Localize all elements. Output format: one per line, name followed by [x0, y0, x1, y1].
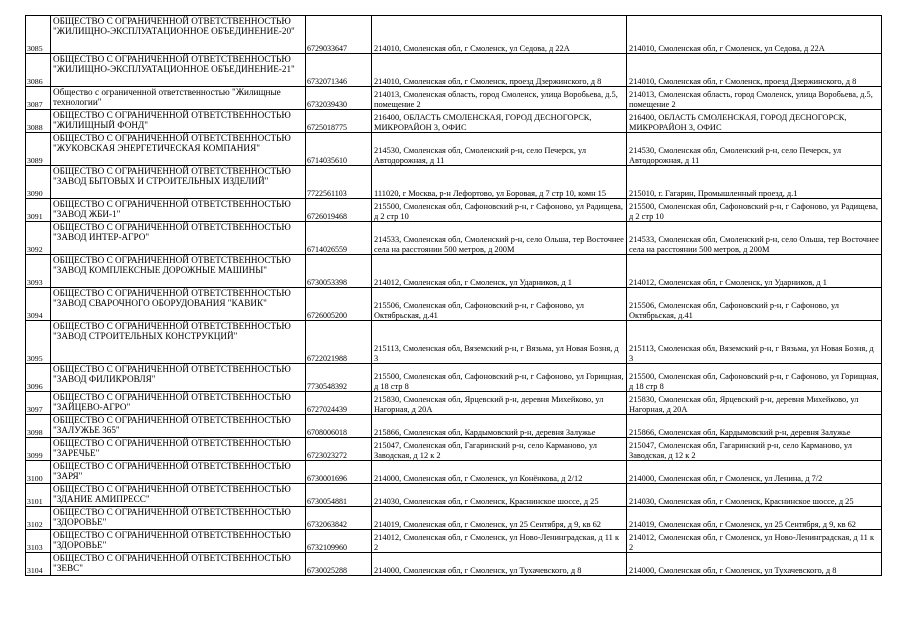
actual-address: 214010, Смоленская обл, г Смоленск, ул Седова, д 22А [627, 16, 882, 54]
registry-table [25, 15, 882, 576]
inn-cell: 6730001696 [306, 461, 372, 484]
row-number: 3097 [26, 392, 51, 415]
row-number: 3104 [26, 553, 51, 576]
actual-address: 215506, Смоленская обл, Сафоновский р-н, г Сафоново, ул Октябрьская, д.41 [627, 288, 882, 321]
organization-name: ОБЩЕСТВО С ОГРАНИЧЕННОЙ ОТВЕТСТВЕННОСТЬЮ "ЗЕВС" [51, 553, 306, 576]
table-row [26, 364, 882, 392]
actual-address: 215010, г. Гагарин, Промышленный проезд, д.1 [627, 166, 882, 199]
row-number: 3096 [26, 364, 51, 392]
inn-cell: 7730548392 [306, 364, 372, 392]
inn-cell: 6725018775 [306, 110, 372, 133]
organization-name: ОБЩЕСТВО С ОГРАНИЧЕННОЙ ОТВЕТСТВЕННОСТЬЮ "ЗДОРОВЬЕ" [51, 507, 306, 530]
organization-name: ОБЩЕСТВО С ОГРАНИЧЕННОЙ ОТВЕТСТВЕННОСТЬЮ "ЖИЛИЩНЫЙ ФОНД" [51, 110, 306, 133]
row-number: 3095 [26, 321, 51, 364]
row-number: 3087 [26, 87, 51, 110]
registry-table-body [26, 16, 882, 576]
table-row [26, 530, 882, 553]
actual-address: 214000, Смоленская обл, г Смоленск, ул Ленина, д 7/2 [627, 461, 882, 484]
row-number: 3099 [26, 438, 51, 461]
actual-address: 215830, Смоленская обл, Ярцевский р-н, деревня Михейково, ул Нагорная, д 20А [627, 392, 882, 415]
actual-address: 215047, Смоленская обл, Гагаринский р-н, село Карманово, ул Заводская, д 12 к 2 [627, 438, 882, 461]
organization-name: ОБЩЕСТВО С ОГРАНИЧЕННОЙ ОТВЕТСТВЕННОСТЬЮ "ЗАВОД ФИЛИКРОВЛЯ" [51, 364, 306, 392]
table-row [26, 553, 882, 576]
actual-address: 214030, Смоленская обл, г Смоленск, Краснинское шоссе, д 25 [627, 484, 882, 507]
inn-cell: 6732039430 [306, 87, 372, 110]
legal-address: 214030, Смоленская обл, г Смоленск, Краснинское шоссе, д 25 [372, 484, 627, 507]
actual-address: 216400, ОБЛАСТЬ СМОЛЕНСКАЯ, ГОРОД ДЕСНОГОРСК, МИКРОРАЙОН 3, ОФИС [627, 110, 882, 133]
inn-cell: 6726019468 [306, 199, 372, 222]
organization-name: ОБЩЕСТВО С ОГРАНИЧЕННОЙ ОТВЕТСТВЕННОСТЬЮ "ЗДАНИЕ АМИПРЕСС" [51, 484, 306, 507]
actual-address: 214012, Смоленская обл, г Смоленск, ул Ново-Ленинградская, д 11 к 2 [627, 530, 882, 553]
row-number: 3103 [26, 530, 51, 553]
organization-name: ОБЩЕСТВО С ОГРАНИЧЕННОЙ ОТВЕТСТВЕННОСТЬЮ "ЖУКОВСКАЯ ЭНЕРГЕТИЧЕСКАЯ КОМПАНИЯ" [51, 133, 306, 166]
row-number: 3100 [26, 461, 51, 484]
organization-name: ОБЩЕСТВО С ОГРАНИЧЕННОЙ ОТВЕТСТВЕННОСТЬЮ "ЗАРЯ" [51, 461, 306, 484]
inn-cell: 6732071346 [306, 54, 372, 87]
organization-name: ОБЩЕСТВО С ОГРАНИЧЕННОЙ ОТВЕТСТВЕННОСТЬЮ "ЗАВОД ИНТЕР-АГРО" [51, 222, 306, 255]
inn-cell: 6723023272 [306, 438, 372, 461]
table-row [26, 461, 882, 484]
organization-name: ОБЩЕСТВО С ОГРАНИЧЕННОЙ ОТВЕТСТВЕННОСТЬЮ "ЖИЛИЩНО-ЭКСПЛУАТАЦИОННОЕ ОБЪЕДИНЕНИЕ-20" [51, 16, 306, 54]
inn-cell: 6726005200 [306, 288, 372, 321]
legal-address: 215866, Смоленская обл, Кардымовский р-н, деревня Залужье [372, 415, 627, 438]
legal-address: 214012, Смоленская обл, г Смоленск, ул Ново-Ленинградская, д 11 к 2 [372, 530, 627, 553]
organization-name: ОБЩЕСТВО С ОГРАНИЧЕННОЙ ОТВЕТСТВЕННОСТЬЮ "ЗАВОД СВАРОЧНОГО ОБОРУДОВАНИЯ "КАВИК" [51, 288, 306, 321]
organization-name: ОБЩЕСТВО С ОГРАНИЧЕННОЙ ОТВЕТСТВЕННОСТЬЮ "ЗАЙЦЕВО-АГРО" [51, 392, 306, 415]
inn-cell: 6727024439 [306, 392, 372, 415]
organization-name: ОБЩЕСТВО С ОГРАНИЧЕННОЙ ОТВЕТСТВЕННОСТЬЮ "ЗАВОД КОМПЛЕКСНЫЕ ДОРОЖНЫЕ МАШИНЫ" [51, 255, 306, 288]
table-row [26, 222, 882, 255]
inn-cell: 6714035610 [306, 133, 372, 166]
legal-address: 214530, Смоленская обл, Смоленский р-н, село Печерск, ул Автодорожная, д 11 [372, 133, 627, 166]
actual-address: 215866, Смоленская обл, Кардымовский р-н, деревня Залужье [627, 415, 882, 438]
actual-address: 214019, Смоленская обл, г Смоленск, ул 25 Сентября, д 9, кв 62 [627, 507, 882, 530]
legal-address: 214010, Смоленская обл, г Смоленск, ул Седова, д 22А [372, 16, 627, 54]
table-row [26, 438, 882, 461]
legal-address: 215506, Смоленская обл, Сафоновский р-н, г Сафоново, ул Октябрьская, д.41 [372, 288, 627, 321]
legal-address: 214019, Смоленская обл, г Смоленск, ул 25 Сентября, д 9, кв 62 [372, 507, 627, 530]
row-number: 3092 [26, 222, 51, 255]
legal-address: 214012, Смоленская обл, г Смоленск, ул Ударников, д 1 [372, 255, 627, 288]
inn-cell: 7722561103 [306, 166, 372, 199]
organization-name: ОБЩЕСТВО С ОГРАНИЧЕННОЙ ОТВЕТСТВЕННОСТЬЮ "ЖИЛИЩНО-ЭКСПЛУАТАЦИОННОЕ ОБЪЕДИНЕНИЕ-21" [51, 54, 306, 87]
legal-address: 214000, Смоленская обл, г Смоленск, ул Тухачевского, д 8 [372, 553, 627, 576]
actual-address: 214000, Смоленская обл, г Смоленск, ул Тухачевского, д 8 [627, 553, 882, 576]
organization-name: ОБЩЕСТВО С ОГРАНИЧЕННОЙ ОТВЕТСТВЕННОСТЬЮ "ЗАВОД ЖБИ-1" [51, 199, 306, 222]
organization-name: ОБЩЕСТВО С ОГРАНИЧЕННОЙ ОТВЕТСТВЕННОСТЬЮ "ЗАВОД БЫТОВЫХ И СТРОИТЕЛЬНЫХ ИЗДЕЛИЙ" [51, 166, 306, 199]
actual-address: 214010, Смоленская обл, г Смоленск, проезд Дзержинского, д 8 [627, 54, 882, 87]
table-row [26, 133, 882, 166]
row-number: 3086 [26, 54, 51, 87]
inn-cell: 6722021988 [306, 321, 372, 364]
table-row [26, 484, 882, 507]
legal-address: 215500, Смоленская обл, Сафоновский р-н, г Сафоново, ул Радищева, д 2 стр 10 [372, 199, 627, 222]
inn-cell: 6729033647 [306, 16, 372, 54]
table-row [26, 255, 882, 288]
legal-address: 214010, Смоленская обл, г Смоленск, проезд Дзержинского, д 8 [372, 54, 627, 87]
legal-address: 214533, Смоленская обл, Смоленский р-н, село Ольша, тер Восточнее села на расстоянии 500 метров, д 200М [372, 222, 627, 255]
inn-cell: 6730054881 [306, 484, 372, 507]
table-row [26, 87, 882, 110]
legal-address: 111020, г Москва, р-н Лефортово, ул Боровая, д 7 стр 10, комн 15 [372, 166, 627, 199]
legal-address: 215830, Смоленская обл, Ярцевский р-н, деревня Михейково, ул Нагорная, д 20А [372, 392, 627, 415]
organization-name: Общество с ограниченной ответственностью "Жилищные технологии" [51, 87, 306, 110]
inn-cell: 6708006018 [306, 415, 372, 438]
actual-address: 214013, Смоленская область, город Смоленск, улица Воробьева, д.5, помещение 2 [627, 87, 882, 110]
inn-cell: 6730025288 [306, 553, 372, 576]
row-number: 3093 [26, 255, 51, 288]
row-number: 3094 [26, 288, 51, 321]
table-row [26, 199, 882, 222]
actual-address: 214530, Смоленская обл, Смоленский р-н, село Печерск, ул Автодорожная, д 11 [627, 133, 882, 166]
legal-address: 215113, Смоленская обл, Вяземский р-н, г Вязьма, ул Новая Бозня, д 3 [372, 321, 627, 364]
organization-name: ОБЩЕСТВО С ОГРАНИЧЕННОЙ ОТВЕТСТВЕННОСТЬЮ "ЗАЛУЖЬЕ 365" [51, 415, 306, 438]
table-row [26, 54, 882, 87]
actual-address: 215113, Смоленская обл, Вяземский р-н, г Вязьма, ул Новая Бозня, д 3 [627, 321, 882, 364]
table-row [26, 110, 882, 133]
legal-address: 216400, ОБЛАСТЬ СМОЛЕНСКАЯ, ГОРОД ДЕСНОГОРСК, МИКРОРАЙОН 3, ОФИС [372, 110, 627, 133]
legal-address: 215500, Смоленская обл, Сафоновский р-н, г Сафоново, ул Горищная, д 18 стр 8 [372, 364, 627, 392]
table-row [26, 415, 882, 438]
legal-address: 215047, Смоленская обл, Гагаринский р-н, село Карманово, ул Заводская, д 12 к 2 [372, 438, 627, 461]
table-row [26, 166, 882, 199]
row-number: 3085 [26, 16, 51, 54]
row-number: 3098 [26, 415, 51, 438]
actual-address: 215500, Смоленская обл, Сафоновский р-н, г Сафоново, ул Радищева, д 2 стр 10 [627, 199, 882, 222]
legal-address: 214013, Смоленская область, город Смоленск, улица Воробьева, д.5, помещение 2 [372, 87, 627, 110]
row-number: 3101 [26, 484, 51, 507]
table-row [26, 507, 882, 530]
row-number: 3088 [26, 110, 51, 133]
table-row [26, 392, 882, 415]
row-number: 3089 [26, 133, 51, 166]
row-number: 3091 [26, 199, 51, 222]
table-row [26, 288, 882, 321]
actual-address: 214533, Смоленская обл, Смоленский р-н, село Ольша, тер Восточнее села на расстоянии 500 метров, д 200М [627, 222, 882, 255]
row-number: 3102 [26, 507, 51, 530]
table-row [26, 16, 882, 54]
inn-cell: 6730053398 [306, 255, 372, 288]
organization-name: ОБЩЕСТВО С ОГРАНИЧЕННОЙ ОТВЕТСТВЕННОСТЬЮ "ЗАРЕЧЬЕ" [51, 438, 306, 461]
inn-cell: 6714026559 [306, 222, 372, 255]
organization-name: ОБЩЕСТВО С ОГРАНИЧЕННОЙ ОТВЕТСТВЕННОСТЬЮ "ЗДОРОВЬЕ" [51, 530, 306, 553]
actual-address: 214012, Смоленская обл, г Смоленск, ул Ударников, д 1 [627, 255, 882, 288]
table-row [26, 321, 882, 364]
inn-cell: 6732109960 [306, 530, 372, 553]
organization-name: ОБЩЕСТВО С ОГРАНИЧЕННОЙ ОТВЕТСТВЕННОСТЬЮ "ЗАВОД СТРОИТЕЛЬНЫХ КОНСТРУКЦИЙ" [51, 321, 306, 364]
legal-address: 214000, Смоленская обл, г Смоленск, ул Конёнкова, д 2/12 [372, 461, 627, 484]
inn-cell: 6732063842 [306, 507, 372, 530]
row-number: 3090 [26, 166, 51, 199]
actual-address: 215500, Смоленская обл, Сафоновский р-н, г Сафоново, ул Горищная, д 18 стр 8 [627, 364, 882, 392]
